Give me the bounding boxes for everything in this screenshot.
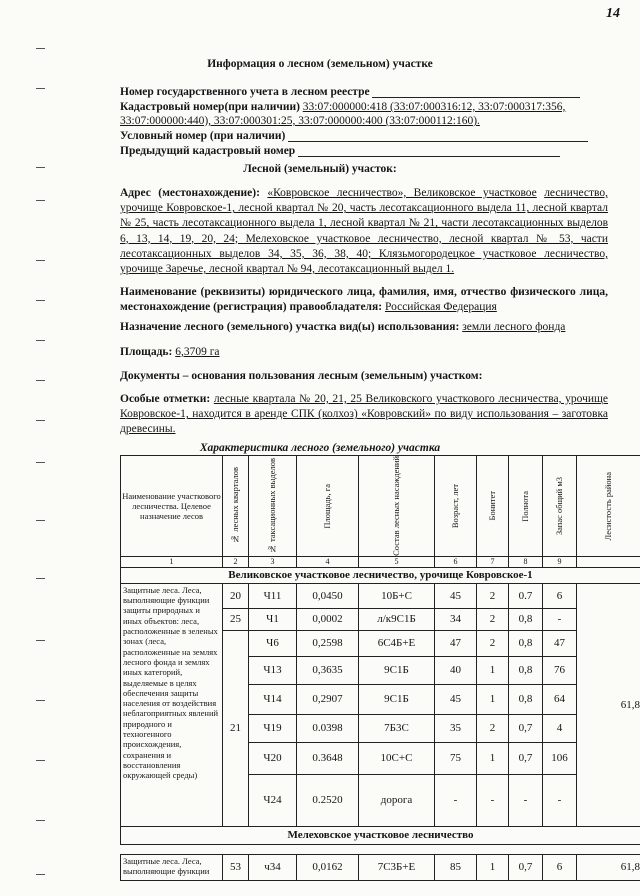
documents-label: Документы – основания пользования лесным (земельным) участком: [120, 370, 483, 382]
area-cell: 0,0450 [297, 583, 359, 608]
margin-mark [36, 260, 45, 261]
col-number: 5 [359, 556, 435, 567]
composition-cell: дорога [359, 774, 435, 826]
area-label: Площадь: [120, 346, 173, 358]
forest-cover-cell: 61,8 [577, 854, 640, 880]
area-cell: 0.0398 [297, 714, 359, 742]
age-cell: 40 [435, 656, 477, 684]
header-cell: № лесных кварталов [223, 456, 249, 557]
composition-cell: л/к9С1Б [359, 608, 435, 630]
stand-cell: Ч11 [249, 583, 297, 608]
table-header-row [121, 456, 640, 557]
section-title: Мелеховское участковое лесничество [121, 826, 640, 844]
area-cell: 0.2520 [297, 774, 359, 826]
age-cell: 45 [435, 583, 477, 608]
stand-cell: Ч13 [249, 656, 297, 684]
area-value: 6,3709 га [175, 346, 220, 358]
age-cell: 75 [435, 742, 477, 774]
col-number: 7 [477, 556, 509, 567]
stand-cell: Ч19 [249, 714, 297, 742]
document-title: Информация о лесном (земельном) участке [207, 58, 433, 70]
header-cell: Состав лесных насаждений [359, 456, 435, 557]
stand-cell: Ч14 [249, 684, 297, 714]
col-number: 3 [249, 556, 297, 567]
table-caption: Характеристика лесного (земельного) участка [199, 442, 441, 454]
address-value: «Ковровское лесничество», Великовское участковое [267, 187, 537, 199]
col-number [577, 556, 640, 567]
quarter-cell: 20 [223, 583, 249, 608]
density-cell: 0.7 [509, 583, 543, 608]
header-cell: Площадь, га [297, 456, 359, 557]
bonitet-cell: 2 [477, 608, 509, 630]
cadastral-row [120, 101, 565, 113]
stand-cell: Ч1 [249, 608, 297, 630]
cadastral-row-2 [120, 115, 480, 127]
col-number: 4 [297, 556, 359, 567]
forest-cover-cell: 61,8 [577, 583, 640, 826]
header-cell: Возраст, лет [435, 456, 477, 557]
spacer-row [121, 844, 640, 854]
cadastral-value: 33:07:000000:418 (33:07:000316:12, 33:07:000317:356, [302, 101, 566, 113]
forest-purpose-cell: Защитные леса. Леса, выполняющие функции [121, 854, 223, 880]
margin-mark [36, 88, 45, 89]
age-cell: - [435, 774, 477, 826]
density-cell: 0,8 [509, 608, 543, 630]
area-row [120, 346, 220, 358]
quarter-cell: 21 [223, 630, 249, 826]
col-number: 1 [121, 556, 223, 567]
stand-cell: Ч20 [249, 742, 297, 774]
stand-cell: Ч24 [249, 774, 297, 826]
area-cell: 0,3635 [297, 656, 359, 684]
conditional-number-label: Условный номер (при наличии) [120, 130, 286, 142]
header-cell: Наименование участкового лесничества. Целевое назначение лесов [121, 456, 223, 557]
margin-mark [36, 380, 45, 381]
documents-row [120, 370, 482, 382]
quarter-cell: 53 [223, 854, 249, 880]
stock-cell: 106 [543, 742, 577, 774]
notes-label: Особые отметки: [120, 393, 211, 405]
address-value-cont: лесничество, урочище Ковровское-1, лесной квартал № 20, часть лесотаксационного выдела 11, лесной квартал № 25, часть лесотаксационного выдела 1, лесной квартал № 21, части лесотаксационных выделов 6, 13, 14, 19, 20, 24; Мелеховское участковое лесничество, лесной квартал № 53, части лесотаксационных выделов 34, 35, 36, 38, 40; Клязьмогородецкое участковое лесничество, урочище Заречье, лесной квартал № 94, лесотаксационный выдел 1. [120, 187, 609, 276]
area-cell: 0,2907 [297, 684, 359, 714]
blank-line [288, 131, 588, 142]
column-number-row [121, 556, 640, 567]
page-number: 14 [606, 6, 620, 21]
blank-line [372, 87, 580, 98]
notes-value: лесные квартала № 20, 21, 25 Великовского участкового лесничества, урочище Ковровское-1, находится в аренде СПК (колхоз) «Ковровский» по виду использования – заготовка древесины. [120, 393, 608, 436]
area-cell: 0,0162 [297, 854, 359, 880]
stock-cell: 4 [543, 714, 577, 742]
bonitet-cell: 2 [477, 583, 509, 608]
age-cell: 35 [435, 714, 477, 742]
stock-cell: - [543, 608, 577, 630]
margin-mark [36, 462, 45, 463]
bonitet-cell: 1 [477, 684, 509, 714]
density-cell: 0,8 [509, 684, 543, 714]
composition-cell: 7Б3С [359, 714, 435, 742]
area-cell: 0.3648 [297, 742, 359, 774]
age-cell: 85 [435, 854, 477, 880]
age-cell: 47 [435, 630, 477, 656]
stock-cell: 64 [543, 684, 577, 714]
conditional-number-row [120, 130, 588, 142]
quarter-cell: 25 [223, 608, 249, 630]
owner-paragraph [120, 285, 608, 315]
stock-cell: 6 [543, 854, 577, 880]
margin-mark [36, 420, 45, 421]
header-cell: Лесистость района [577, 456, 640, 557]
purpose-value: земли лесного фонда [462, 321, 566, 333]
bonitet-cell: 1 [477, 656, 509, 684]
purpose-label: Назначение лесного (земельного) участка вид(ы) использования: [120, 321, 460, 333]
margin-mark [36, 48, 45, 49]
margin-mark [36, 820, 45, 821]
density-cell: 0,7 [509, 742, 543, 774]
table-row [121, 583, 640, 608]
header-cell: № таксационных выделов [249, 456, 297, 557]
address-label: Адрес (местонахождение): [120, 187, 260, 199]
composition-cell: 7С3Б+Е [359, 854, 435, 880]
spacer-cell [121, 844, 640, 854]
composition-cell: 10С+С [359, 742, 435, 774]
cadastral-value-cont: 33:07:000000:440), 33:07:000301:25, 33:07:000000:400 (33:07:000112:160). [120, 115, 480, 127]
margin-mark [36, 640, 45, 641]
stock-cell: 6 [543, 583, 577, 608]
age-cell: 45 [435, 684, 477, 714]
forest-purpose-cell: Защитные леса. Леса, выполняющие функции защиты природных и иных объектов: леса, расположенные в зеленых зонах (леса, расположенные на землях лесного фонда и землях иных категорий, выделяемые в целях обеспечения защиты населения от воздействия неблагоприятных явлений природного и техногенного происхождения, сохранения и восстановления окружающей среды) [121, 583, 223, 826]
col-number: 2 [223, 556, 249, 567]
area-cell: 0,0002 [297, 608, 359, 630]
owner-label: Наименование (реквизиты) юридического лица, фамилия, имя, отчество физического лица, местонахождение (регистрация) правообладателя: [120, 286, 608, 314]
plot-heading: Лесной (земельный) участок: [243, 163, 397, 175]
state-number-label: Номер государственного учета в лесном реестре [120, 86, 370, 98]
composition-cell: 10Б+С [359, 583, 435, 608]
density-cell: 0,8 [509, 630, 543, 656]
section-row [121, 826, 640, 844]
section-row [121, 567, 640, 583]
density-cell: 0,7 [509, 854, 543, 880]
purpose-row [120, 321, 565, 333]
bonitet-cell: 1 [477, 742, 509, 774]
previous-number-label: Предыдущий кадастровый номер [120, 145, 296, 157]
address-paragraph [120, 186, 608, 277]
margin-mark [36, 874, 45, 875]
margin-mark [36, 340, 45, 341]
margin-mark [36, 760, 45, 761]
col-number: 6 [435, 556, 477, 567]
table-row [121, 854, 640, 880]
margin-mark [36, 578, 45, 579]
density-cell: 0,8 [509, 656, 543, 684]
margin-mark [36, 300, 45, 301]
bonitet-cell: 1 [477, 854, 509, 880]
margin-mark [36, 200, 45, 201]
density-cell: - [509, 774, 543, 826]
stock-cell: 47 [543, 630, 577, 656]
stock-cell: - [543, 774, 577, 826]
col-number: 8 [509, 556, 543, 567]
stand-cell: Ч6 [249, 630, 297, 656]
blank-line [298, 146, 560, 157]
margin-mark [36, 700, 45, 701]
owner-value: Российская Федерация [384, 301, 497, 314]
header-cell: Бонитет [477, 456, 509, 557]
header-cell: Полнота [509, 456, 543, 557]
density-cell: 0,7 [509, 714, 543, 742]
bonitet-cell: - [477, 774, 509, 826]
state-number-row [120, 86, 580, 98]
area-cell: 0,2598 [297, 630, 359, 656]
cadastral-label: Кадастровый номер(при наличии) [120, 101, 300, 113]
notes-paragraph [120, 392, 608, 438]
margin-mark [36, 520, 45, 521]
forest-plot-table [120, 455, 640, 881]
stand-cell: ч34 [249, 854, 297, 880]
col-number: 9 [543, 556, 577, 567]
bonitet-cell: 2 [477, 714, 509, 742]
bonitet-cell: 2 [477, 630, 509, 656]
composition-cell: 9С1Б [359, 656, 435, 684]
composition-cell: 9С1Б [359, 684, 435, 714]
composition-cell: 6С4Б+Е [359, 630, 435, 656]
header-cell: Запас общий м3 [543, 456, 577, 557]
stock-cell: 76 [543, 656, 577, 684]
age-cell: 34 [435, 608, 477, 630]
previous-number-row [120, 145, 560, 157]
section-title: Великовское участковое лесничество, урочище Ковровское-1 [121, 567, 640, 583]
